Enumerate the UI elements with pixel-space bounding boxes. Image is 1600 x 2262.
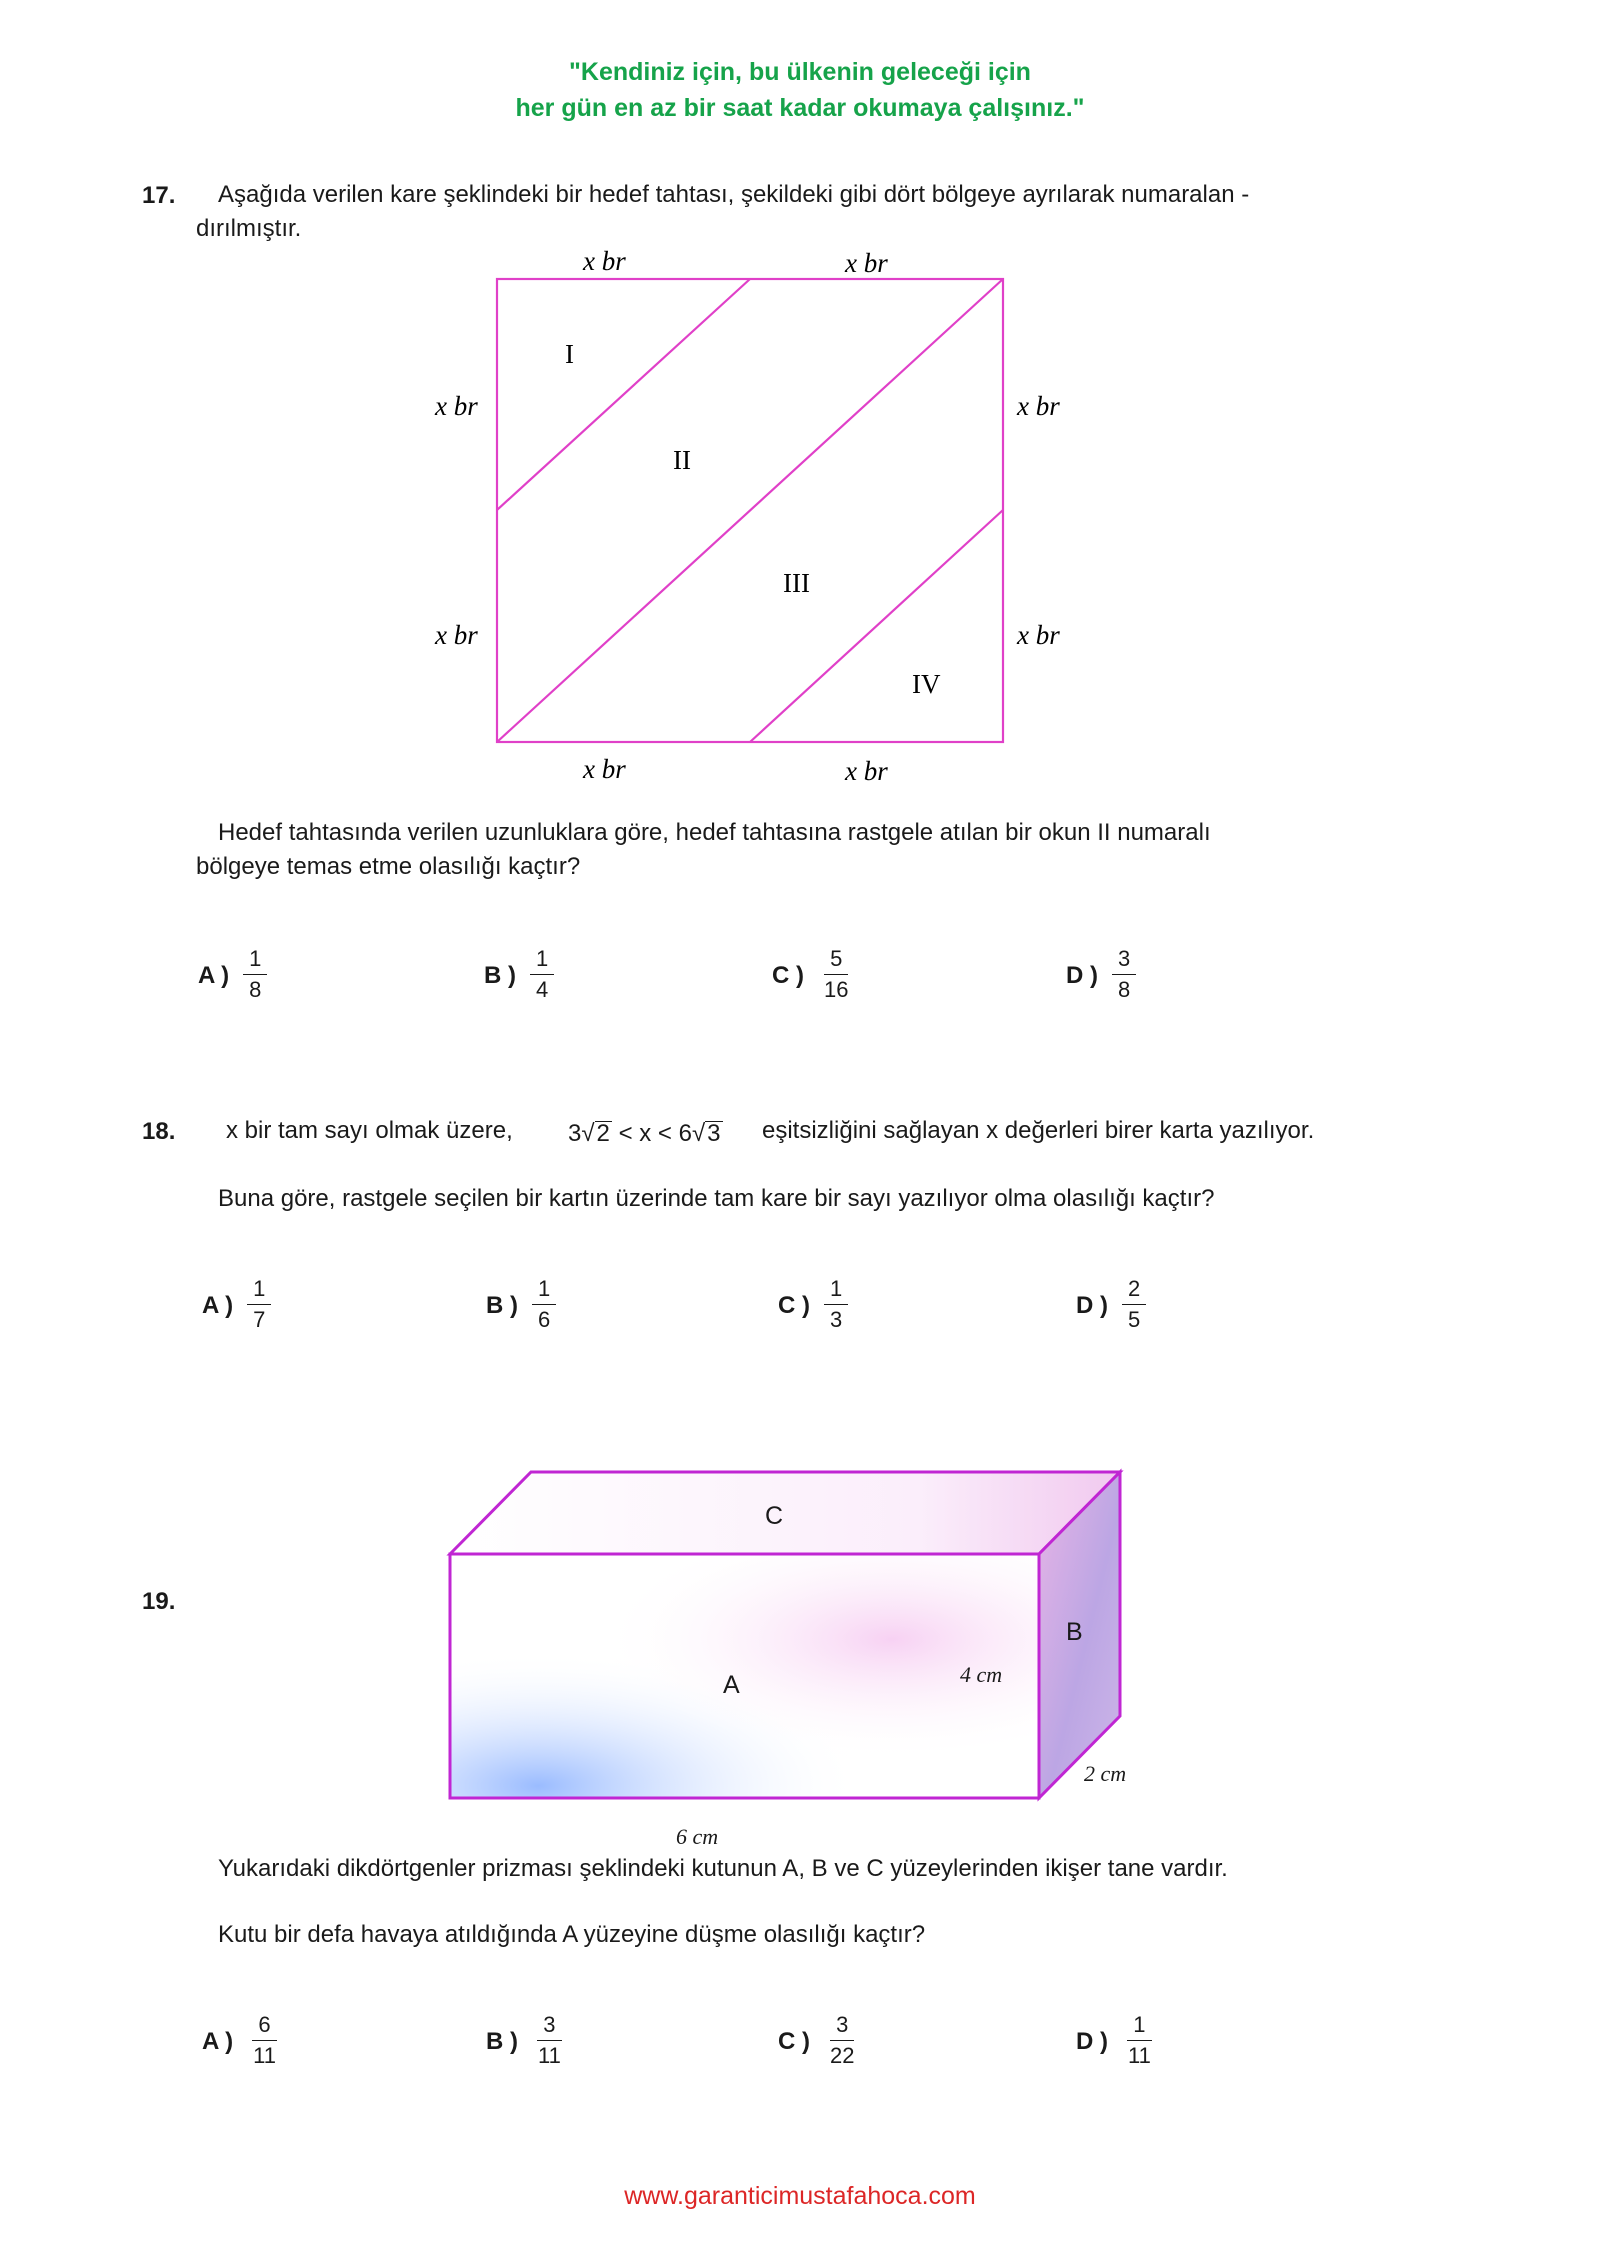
q17-option-c[interactable] [772, 944, 854, 1005]
right-top-length-label: x br [1017, 391, 1060, 421]
option-label: B ) [486, 2028, 518, 2055]
option-fraction: $\frac{3}{22}$ [830, 2012, 855, 2068]
q18-option-d[interactable] [1076, 1274, 1146, 1335]
option-label: D ) [1076, 2028, 1108, 2055]
option-fraction: $\frac{1}{6}$ [532, 1274, 556, 1335]
width-label: 6 cm [676, 1824, 719, 1849]
left-bottom-length-label: x br [435, 620, 478, 650]
option-fraction: $\frac{1}{8}$ [243, 944, 267, 1005]
q18-option-c[interactable] [778, 1274, 848, 1335]
height-label: 4 cm [960, 1662, 1003, 1687]
option-fraction: $\frac{1}{4}$ [530, 944, 554, 1005]
top-left-length-label: x br [583, 246, 626, 276]
option-label: A ) [202, 1292, 234, 1319]
option-label: D ) [1076, 1292, 1108, 1319]
q17-option-b[interactable] [484, 944, 554, 1005]
question-18-number: 18. [142, 1118, 176, 1145]
option-label: C ) [772, 962, 804, 989]
bottom-right-length-label: x br [845, 756, 888, 786]
target-board-figure [420, 240, 1100, 800]
question-18-intro-after: eşitsizliğini sağlayan x değerleri birer karta yazılıyor. [762, 1117, 1315, 1144]
question-17-intro-line-1: Aşağıda verilen kare şeklindeki bir hedef tahtası, şekildeki gibi dört bölgeye ayrılarak numaralan - [218, 181, 1250, 208]
region-ii-label: II [673, 445, 691, 475]
option-fraction: $\frac{3}{11}$ [538, 2012, 561, 2068]
option-fraction: $\frac{2}{5}$ [1122, 1274, 1146, 1335]
top-right-length-label: x br [845, 248, 888, 278]
option-label: D ) [1066, 962, 1098, 989]
question-17-intro-line-2: dırılmıştır. [196, 215, 302, 242]
option-label: C ) [778, 1292, 810, 1319]
option-label: A ) [202, 2028, 234, 2055]
question-19-number: 19. [142, 1588, 176, 1615]
q17-option-d[interactable] [1066, 944, 1136, 1005]
option-fraction: $\frac{1}{3}$ [824, 1274, 848, 1335]
header-quote-line-1: "Kendiniz için, bu ülkenin geleceği için [569, 58, 1031, 86]
option-label: B ) [486, 1292, 518, 1319]
option-fraction: $\frac{3}{8}$ [1112, 944, 1136, 1005]
option-fraction: $\frac{1}{11}$ [1128, 2012, 1151, 2068]
option-label: A ) [198, 962, 230, 989]
question-18-prompt: Buna göre, rastgele seçilen bir kartın üzerinde tam kare bir sayı yazılıyor olma olasılığı kaçtır? [218, 1185, 1215, 1212]
face-a-label: A [723, 1671, 740, 1699]
right-bottom-length-label: x br [1017, 620, 1060, 650]
depth-label: 2 cm [1084, 1761, 1127, 1786]
q19-option-a[interactable] [202, 2010, 282, 2071]
board-line-1 [497, 279, 750, 510]
option-fraction: $\frac{6}{11}$ [253, 2012, 276, 2068]
question-19-text: Yukarıdaki dikdörtgenler prizması şeklindeki kutunun A, B ve C yüzeylerinden ikişer tane vardır. [218, 1855, 1228, 1882]
option-label: C ) [778, 2028, 810, 2055]
rectangular-prism-figure [440, 1450, 1160, 1850]
left-top-length-label: x br [435, 391, 478, 421]
face-c-top [450, 1472, 1120, 1554]
region-iv-label: IV [912, 669, 941, 699]
header-quote-line-2: her gün en az bir saat kadar okumaya çalışınız." [515, 94, 1085, 122]
question-18-intro-before: x bir tam sayı olmak üzere, [226, 1117, 513, 1144]
region-i-label: I [565, 339, 574, 369]
question-17-prompt-line-1: Hedef tahtasında verilen uzunluklara göre, hedef tahtasına rastgele atılan bir okun II numaralı [218, 819, 1211, 846]
question-17-prompt-line-2: bölgeye temas etme olasılığı kaçtır? [196, 853, 581, 880]
q17-option-a[interactable] [198, 944, 267, 1005]
q19-option-b[interactable] [486, 2010, 567, 2071]
option-fraction: $\frac{1}{7}$ [247, 1274, 271, 1335]
board-line-3 [750, 510, 1003, 742]
face-b-label: B [1066, 1618, 1083, 1646]
q19-option-d[interactable] [1076, 2010, 1157, 2071]
question-19-prompt: Kutu bir defa havaya atıldığında A yüzeyine düşme olasılığı kaçtır? [218, 1921, 926, 1948]
option-fraction: $\frac{5}{16}$ [824, 946, 849, 1002]
bottom-left-length-label: x br [583, 754, 626, 784]
q18-option-b[interactable] [486, 1274, 556, 1335]
region-iii-label: III [783, 568, 810, 598]
footer-website-link[interactable]: www.garanticimustafahoca.com [624, 2182, 976, 2210]
q19-option-c[interactable] [778, 2010, 860, 2071]
option-label: B ) [484, 962, 516, 989]
face-a-front-shade-2 [450, 1554, 1039, 1798]
face-c-label: C [765, 1502, 784, 1530]
inequality-expression: 3√2 < x < 6√3 [568, 1120, 721, 1147]
question-17-number: 17. [142, 182, 176, 209]
q18-option-a[interactable] [202, 1274, 271, 1335]
